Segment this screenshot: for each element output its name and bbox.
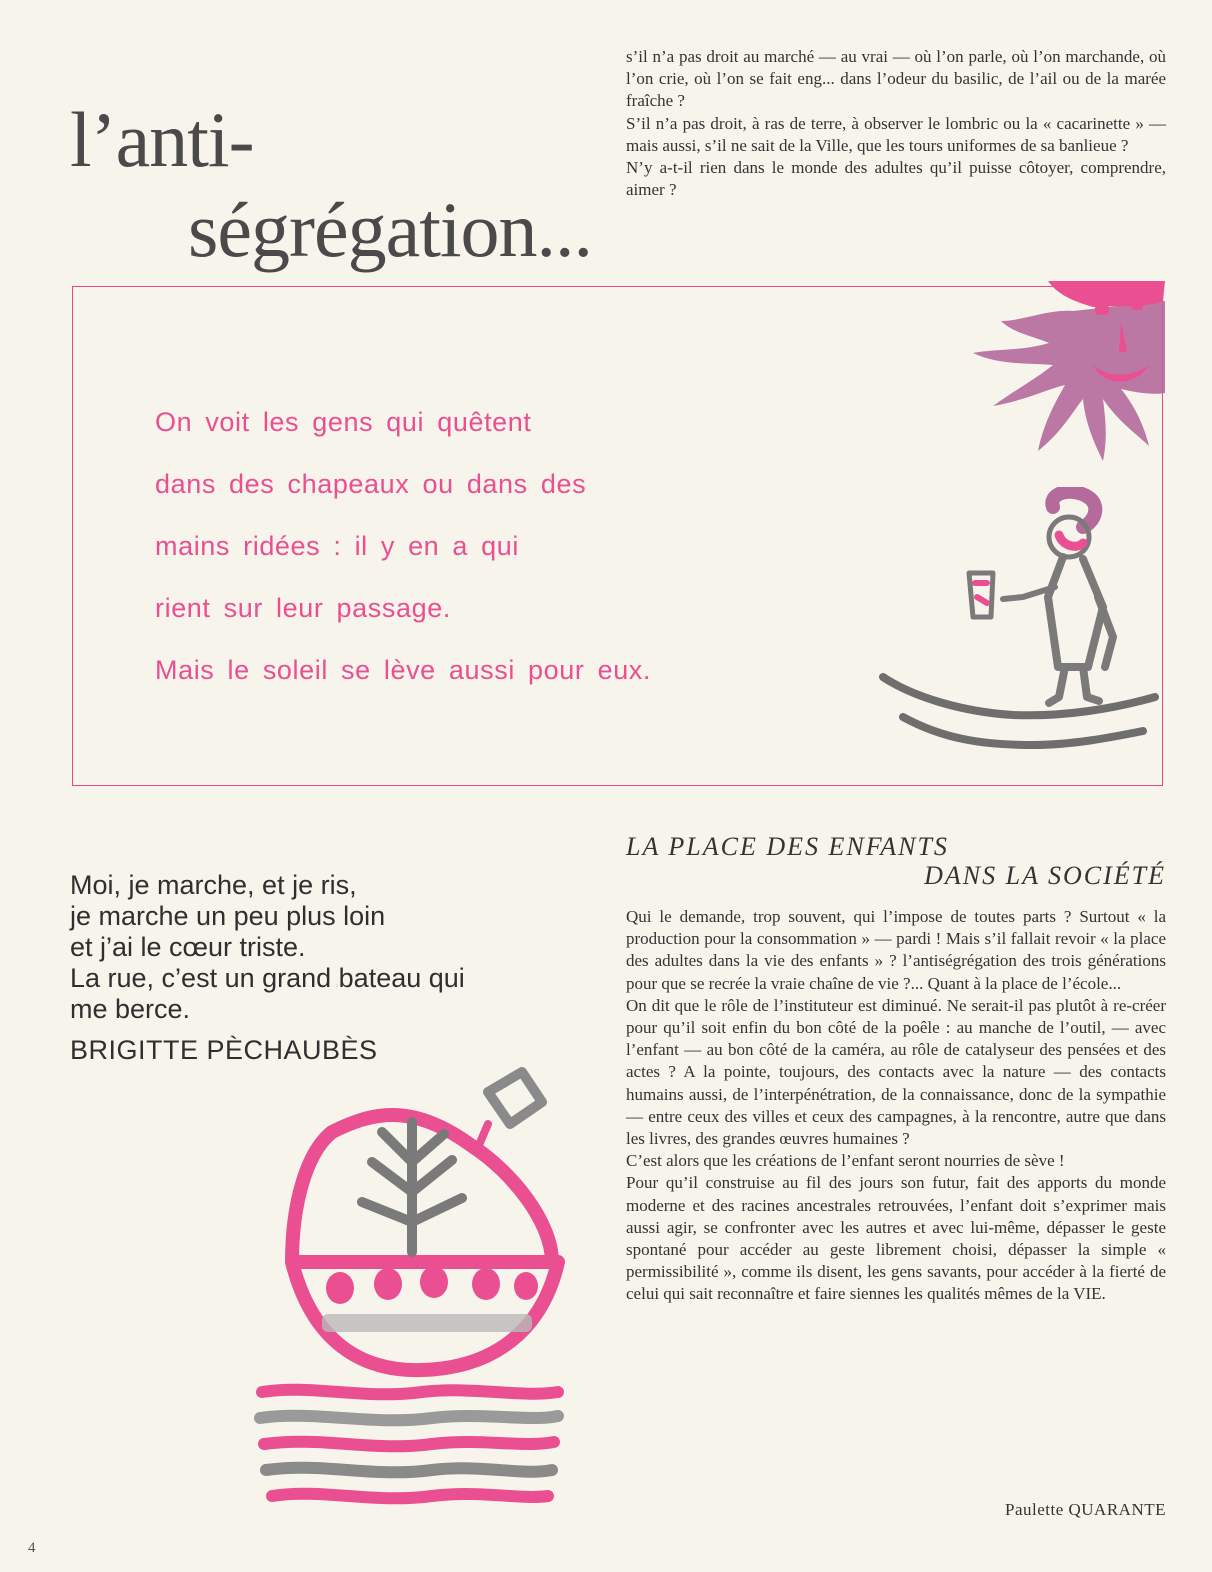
- poem-line: Mais le soleil se lève aussi pour eux.: [155, 655, 652, 685]
- poem-line: rient sur leur passage.: [155, 593, 451, 623]
- sun-drawing: [953, 281, 1165, 471]
- beggar-drawing: [873, 487, 1163, 757]
- article-title-line-2: DANS LA SOCIÉTÉ: [924, 861, 1166, 890]
- article-paragraph: Qui le demande, trop souvent, qui l’impose de toutes parts ? Surtout « la production pour la consommation » — pardi ! Mais s’il fallait revoir « la place des adultes dans la vie des enfants » ? l’antiségrégation des trois générations pour que se recrée la vraie chaîne de vie ?... Quant à la place de l’école...: [626, 907, 1166, 993]
- article-signature: Paulette QUARANTE: [1004, 1500, 1166, 1519]
- poem-text: [155, 391, 755, 701]
- title-line-2: ségrégation...: [188, 186, 593, 273]
- boat-drawing: [252, 1052, 572, 1532]
- article-paragraph: Pour qu’il construise au fil des jours son futur, fait des apports du monde moderne et des racines ancestrales retrouvées, l’enfant doit s’exprimer mais aussi agir, se confronter avec les autres et avec lui-même, dépasser le geste spontané pour accéder au geste librement choisi, dépasser la simple « permissibilité », comme ils disent, les gens savants, pour accéder à la fierté de celui qui sait reconnaître et faire siennes les qualités mêmes de la VIE.: [626, 1173, 1166, 1304]
- poem-line: dans des chapeaux ou dans des: [155, 469, 587, 499]
- article-title: [626, 832, 1166, 890]
- caption-line: je marche un peu plus loin: [70, 901, 386, 931]
- caption-line: La rue, c’est un grand bateau qui: [70, 963, 465, 993]
- article-title-line-1: LA PLACE DES ENFANTS: [626, 832, 949, 861]
- article-paragraph: C’est alors que les créations de l’enfant seront nourries de sève !: [626, 1151, 1065, 1171]
- page-number: 4: [28, 1540, 36, 1556]
- poem-line: mains ridées : il y en a qui: [155, 531, 519, 561]
- page-title: [70, 95, 630, 275]
- intro-paragraph: N’y a-t-il rien dans le monde des adultes qu’il puisse côtoyer, comprendre, aimer ?: [626, 158, 1166, 200]
- article-paragraph: On dit que le rôle de l’instituteur est diminué. Ne serait-il pas plutôt à re-créer pour qu’il soit enfin du bon côté de la poêle : au manche de l’outil, — avec l’enfant — au bon côté de la caméra, au rôle de catalyseur des pensées et des actes ? A la pointe, toujours, des contacts avec la nature — des contacts humains aussi, de l’interpénétration, de la connaissance, donc de la sympathie — entre ceux des villes et ceux des campagnes, à la rencontre, autre que dans les livres, des grandes œuvres humaines ?: [626, 995, 1166, 1149]
- intro-paragraph: s’il n’a pas droit au marché — au vrai — où l’on parle, où l’on marchande, où l’on crie, où l’on se fait eng... dans l’odeur du basilic, de l’ail ou de la marée fraîche ?: [626, 47, 1166, 111]
- child-caption: [70, 870, 590, 1066]
- poem-box: [72, 286, 1163, 786]
- intro-text: [626, 46, 1166, 201]
- caption-line: Moi, je marche, et je ris,: [70, 870, 357, 900]
- intro-paragraph: S’il n’a pas droit, à ras de terre, à observer le lombric ou la « cacarinette » — mais aussi, s’il ne sait de la Ville, que les tours uniformes de sa banlieue ?: [626, 113, 1166, 155]
- caption-line: me berce.: [70, 994, 191, 1024]
- title-line-1: l’anti-: [70, 96, 254, 183]
- article-body: [626, 906, 1166, 1306]
- caption-author: BRIGITTE PÈCHAUBÈS: [70, 1035, 378, 1065]
- poem-line: On voit les gens qui quêtent: [155, 407, 532, 437]
- caption-line: et j’ai le cœur triste.: [70, 932, 306, 962]
